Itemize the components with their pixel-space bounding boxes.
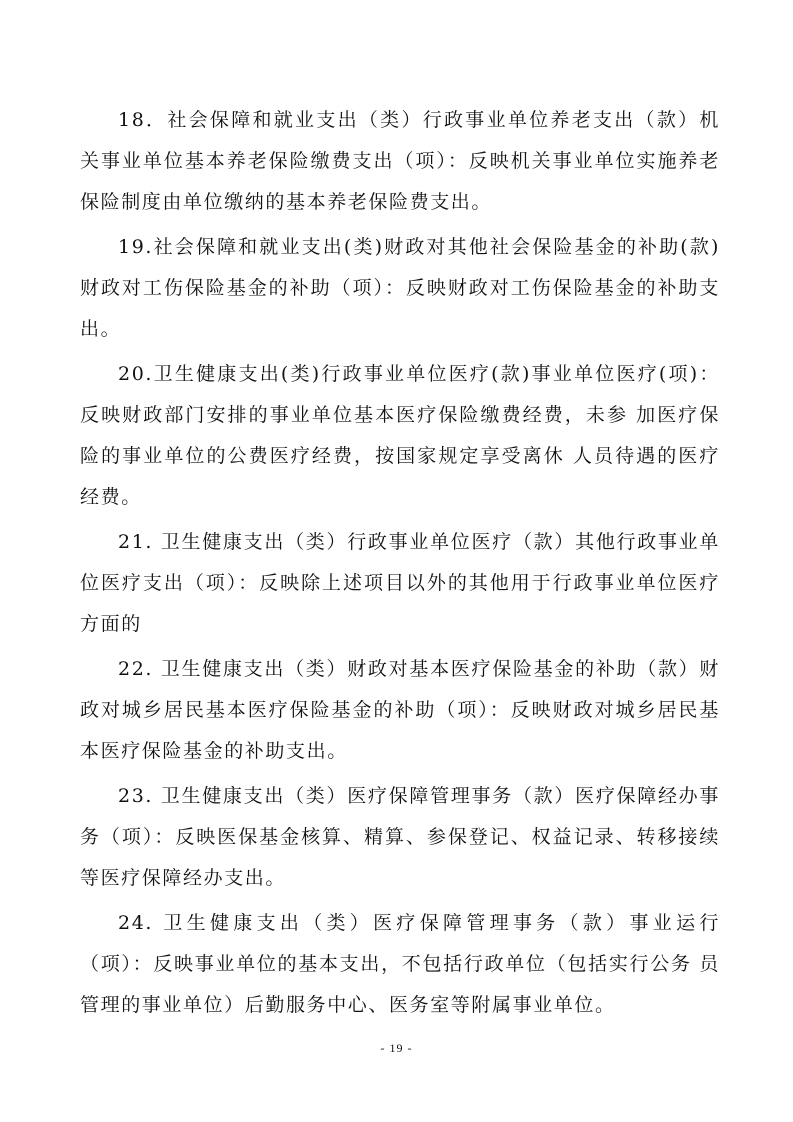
paragraph-21: 21. 卫生健康支出（类）行政事业单位医疗（款）其他行政事业单位医疗支出（项）：反映除上述项目以外的其他用于行政事业单位医疗方面的 — [80, 531, 720, 635]
paragraph-18: 18．社会保障和就业支出（类）行政事业单位养老支出（款）机关事业单位基本养老保险缴费支出（项）：反映机关事业单位实施养老保险制度由单位缴纳的基本养老保险费支出。 — [80, 109, 720, 213]
paragraph-20: 20.卫生健康支出(类)行政事业单位医疗(款)事业单位医疗(项)：反映财政部门安排的事业单位基本医疗保险缴费经费，未参 加医疗保险的事业单位的公费医疗经费，按国家规定享受离休 人员待遇的医疗经费。 — [80, 363, 720, 508]
paragraph-23: 23. 卫生健康支出（类）医疗保障管理事务（款）医疗保障经办事务（项）：反映医保基金核算、精算、参保登记、权益记录、转移接续等医疗保障经办支出。 — [80, 785, 720, 889]
paragraph-22: 22. 卫生健康支出（类）财政对基本医疗保险基金的补助（款）财政对城乡居民基本医疗保险基金的补助（项）：反映财政对城乡居民基本医疗保险基金的补助支出。 — [80, 658, 720, 762]
paragraph-24: 24. 卫生健康支出（类）医疗保障管理事务（款）事业运行（项）：反映事业单位的基本支出，不包括行政单位（包括实行公务 员管理的事业单位）后勤服务中心、医务室等附属事业单位。 — [80, 912, 720, 1016]
paragraph-19: 19.社会保障和就业支出(类)财政对其他社会保险基金的补助(款)财政对工伤保险基金的补助（项）：反映财政对工伤保险基金的补助支出。 — [80, 236, 720, 340]
document-body — [80, 100, 720, 1030]
page-number: - 19 - — [380, 1041, 413, 1055]
